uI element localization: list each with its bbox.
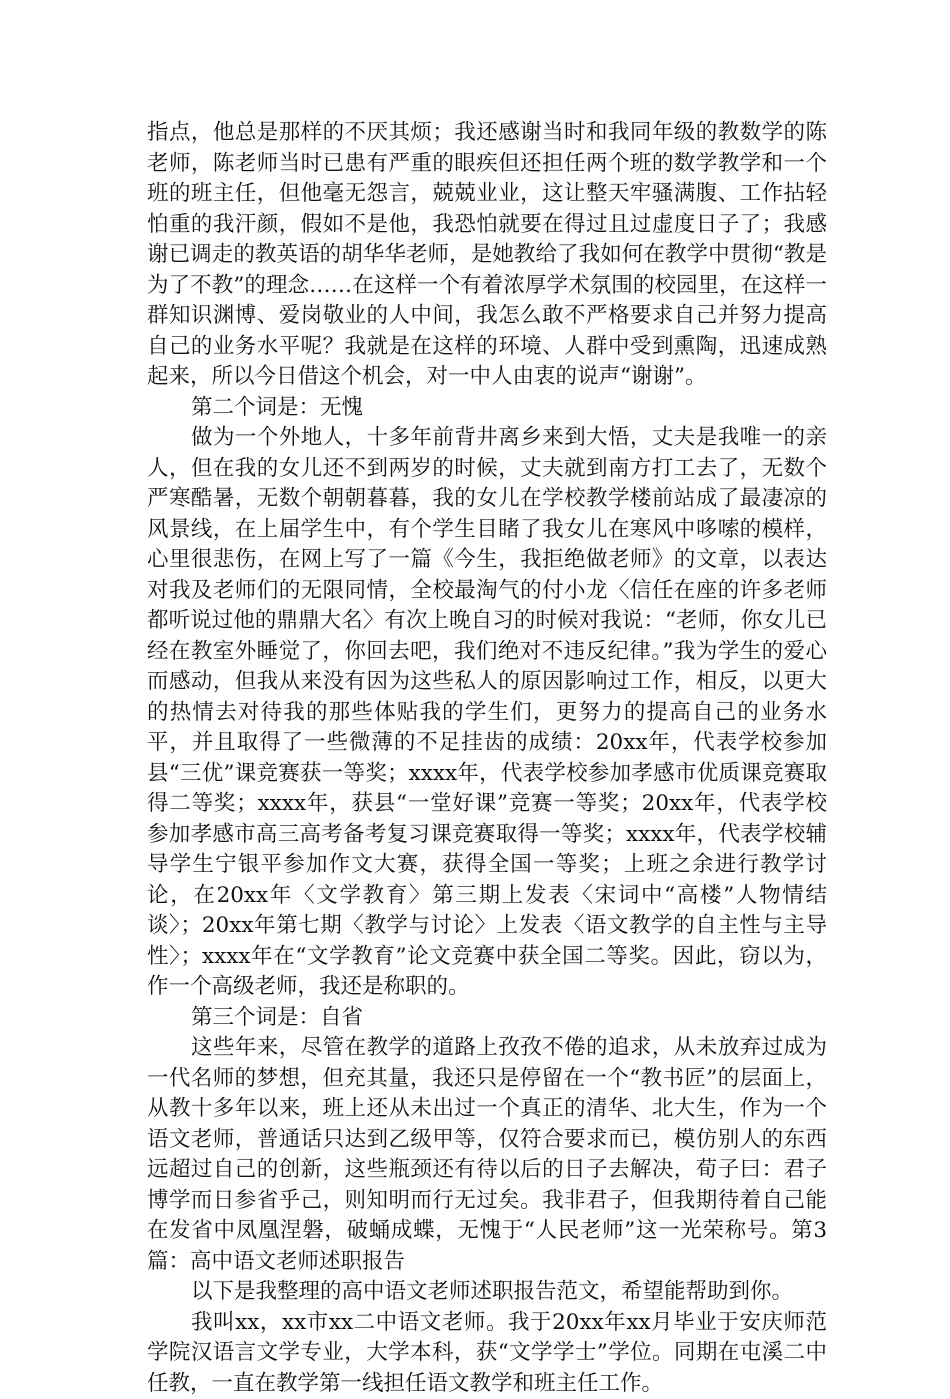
paragraph-self-introduction: 我叫xx，xx市xx二中语文老师。我于20xx年xx月毕业于安庆师范学院汉语言文学专业，大学本科，获“文学学士”学位。同期在屯溪二中任教，一直在教学第一线担任语文教学和班主任工作。 xyxy=(147,1308,827,1399)
section-heading-third-word: 第三个词是：自省 xyxy=(147,1003,827,1034)
paragraph-intro-sample: 以下是我整理的高中语文老师述职报告范文，希望能帮助到你。 xyxy=(147,1277,827,1308)
paragraph-continuation: 指点，他总是那样的不厌其烦；我还感谢当时和我同年级的教数学的陈老师，陈老师当时已患有严重的眼疾但还担任两个班的数学教学和一个班的班主任，但他毫无怨言，兢兢业业，这让整天牢骚满腹、工作拈轻怕重的我汗颜，假如不是他，我恐怕就要在得过且过虚度日子了；我感谢已调走的教英语的胡华华老师，是她教给了我如何在教学中贯彻“教是为了不教”的理念……在这样一个有着浓厚学术氛围的校园里，在这样一群知识渊博、爱岗敬业的人中间，我怎么敢不严格要求自己并努力提高自己的业务水平呢？我就是在这样的环境、人群中受到熏陶，迅速成熟起来，所以今日借这个机会，对一中人由衷的说声“谢谢”。 xyxy=(147,118,827,393)
document-page xyxy=(147,118,827,1399)
paragraph-third-word-body: 这些年来，尽管在教学的道路上孜孜不倦的追求，从未放弃过成为一代名师的梦想，但充其量，我还只是停留在一个“教书匠”的层面上，从教十多年以来，班上还从未出过一个真正的清华、北大生，作为一个语文老师，普通话只达到乙级甲等，仅符合要求而已，模仿别人的东西远超过自己的创新，这些瓶颈还有待以后的日子去解决，荀子曰：君子博学而日参省乎己，则知明而行无过矣。我非君子，但我期待着自己能在发省中凤凰涅磐，破蛹成蝶，无愧于“人民老师”这一光荣称号。第3篇：高中语文老师述职报告 xyxy=(147,1033,827,1277)
paragraph-second-word-body: 做为一个外地人，十多年前背井离乡来到大悟，丈夫是我唯一的亲人，但在我的女儿还不到两岁的时候，丈夫就到南方打工去了，无数个严寒酷暑，无数个朝朝暮暮，我的女儿在学校教学楼前站成了最凄凉的风景线，在上届学生中，有个学生目睹了我女儿在寒风中哆嗦的模样，心里很悲伤，在网上写了一篇《今生，我拒绝做老师》的文章，以表达对我及老师们的无限同情，全校最淘气的付小龙〈信任在座的许多老师都听说过他的鼎鼎大名〉有次上晚自习的时候对我说：“老师，你女儿已经在教室外睡觉了，你回去吧，我们绝对不违反纪律。”我为学生的爱心而感动，但我从来没有因为这些私人的原因影响过工作，相反，以更大的热情去对待我的那些体贴我的学生们，更努力的提高自己的业务水平，并且取得了一些微薄的不足挂齿的成绩：20xx年，代表学校参加县“三优”课竞赛获一等奖；xxxx年，代表学校参加孝感市优质课竞赛取得二等奖；xxxx年，获县“一堂好课”竞赛一等奖；20xx年，代表学校参加孝感市高三高考备考复习课竞赛取得一等奖；xxxx年，代表学校辅导学生宁银平参加作文大赛，获得全国一等奖；上班之余进行教学讨论，在20xx年〈文学教育〉第三期上发表〈宋词中“高楼”人物情结谈〉；20xx年第七期〈教学与讨论〉上发表〈语文教学的自主性与主导性〉；xxxx年在“文学教育”论文竞赛中获全国二等奖。因此，窃以为，作一个高级老师，我还是称职的。 xyxy=(147,423,827,1003)
section-heading-second-word: 第二个词是：无愧 xyxy=(147,393,827,424)
